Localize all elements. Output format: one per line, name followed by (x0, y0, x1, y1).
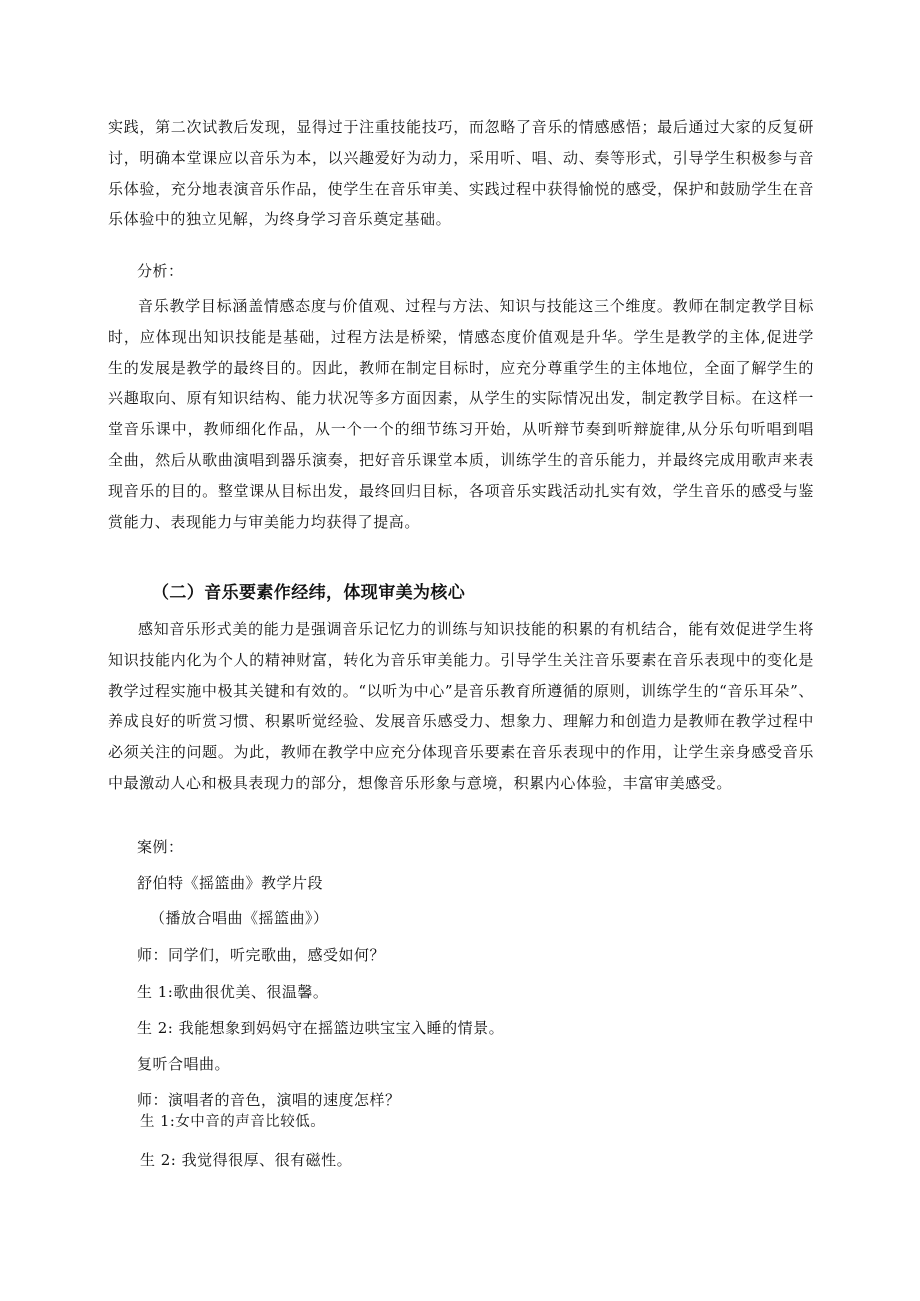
analysis-paragraph: 音乐教学目标涵盖情感态度与价值观、过程与方法、知识与技能这三个维度。教师在制定教学目标时，应体现出知识技能是基础，过程方法是桥梁，情感态度价值观是升华。学生是教学的主体,促进学生的发展是教学的最终目的。因此，教师在制定目标时，应充分尊重学生的主体地位，全面了解学生的兴趣取向、原有知识结构、能力状况等多方面因素，从学生的实际情况出发，制定教学目标。在这样一堂音乐课中，教师细化作品，从一个一个的细节练习开始，从听辩节奏到听辩旋律,从分乐句听唱到唱全曲，然后从歌曲演唱到器乐演奏，把好音乐课堂本质，训练学生的音乐能力，并最终完成用歌声来表现音乐的目的。整堂课从目标出发，最终回归目标，各项音乐实践活动扎实有效，学生音乐的感受与鉴赏能力、表现能力与审美能力均获得了提高。 (108, 297, 814, 531)
section-heading: （二）音乐要素作经纬，体现审美为核心 (152, 583, 466, 603)
case-line: 复听合唱曲。 (137, 1055, 231, 1073)
case-line: 生 1:歌曲很优美、很温馨。 (137, 983, 329, 1001)
case-line: 师：演唱者的音色，演唱的速度怎样？ (137, 1091, 401, 1109)
case-line: （播放合唱曲《摇篮曲》） (150, 909, 329, 927)
case-title: 舒伯特《摇篮曲》教学片段 (137, 874, 324, 892)
case-line: 生 1:女中音的声音比较低。 (140, 1114, 326, 1130)
section-body-paragraph: 感知音乐形式美的能力是强调音乐记忆力的训练与知识技能的积累的有机结合，能有效促进学生将知识技能内化为个人的精神财富，转化为音乐审美能力。引导学生关注音乐要素在音乐表现中的变化是教学过程实施中极其关键和有效的。“以听为中心”是音乐教育所遵循的原则，训练学生的“音乐耳朵”、养成良好的听赏习惯、积累听觉经验、发展音乐感受力、想象力、理解力和创造力是教师在教学过程中必须关注的问题。为此，教师在教学中应充分体现音乐要素在音乐表现中的作用，让学生亲身感受音乐中最激动人心和极具表现力的部分，想像音乐形象与意境，积累内心体验，丰富审美感受。 (108, 620, 814, 792)
intro-continuation-paragraph: 实践，第二次试教后发现，显得过于注重技能技巧，而忽略了音乐的情感感悟；最后通过大家的反复研讨，明确本堂课应以音乐为本，以兴趣爱好为动力，采用听、唱、动、奏等形式，引导学生积极参与音乐体验，充分地表演音乐作品，使学生在音乐审美、实践过程中获得愉悦的感受，保护和鼓励学生在音乐体验中的独立见解，为终身学习音乐奠定基础。 (108, 118, 814, 229)
case-line: 生 2: 我能想象到妈妈守在摇篮边哄宝宝入睡的情景。 (137, 1019, 505, 1037)
analysis-label: 分析： (137, 262, 184, 280)
case-label: 案例： (137, 838, 184, 856)
case-line: 师：同学们，听完歌曲，感受如何？ (137, 946, 386, 964)
case-line: 生 2: 我觉得很厚、很有磁性。 (140, 1151, 353, 1169)
